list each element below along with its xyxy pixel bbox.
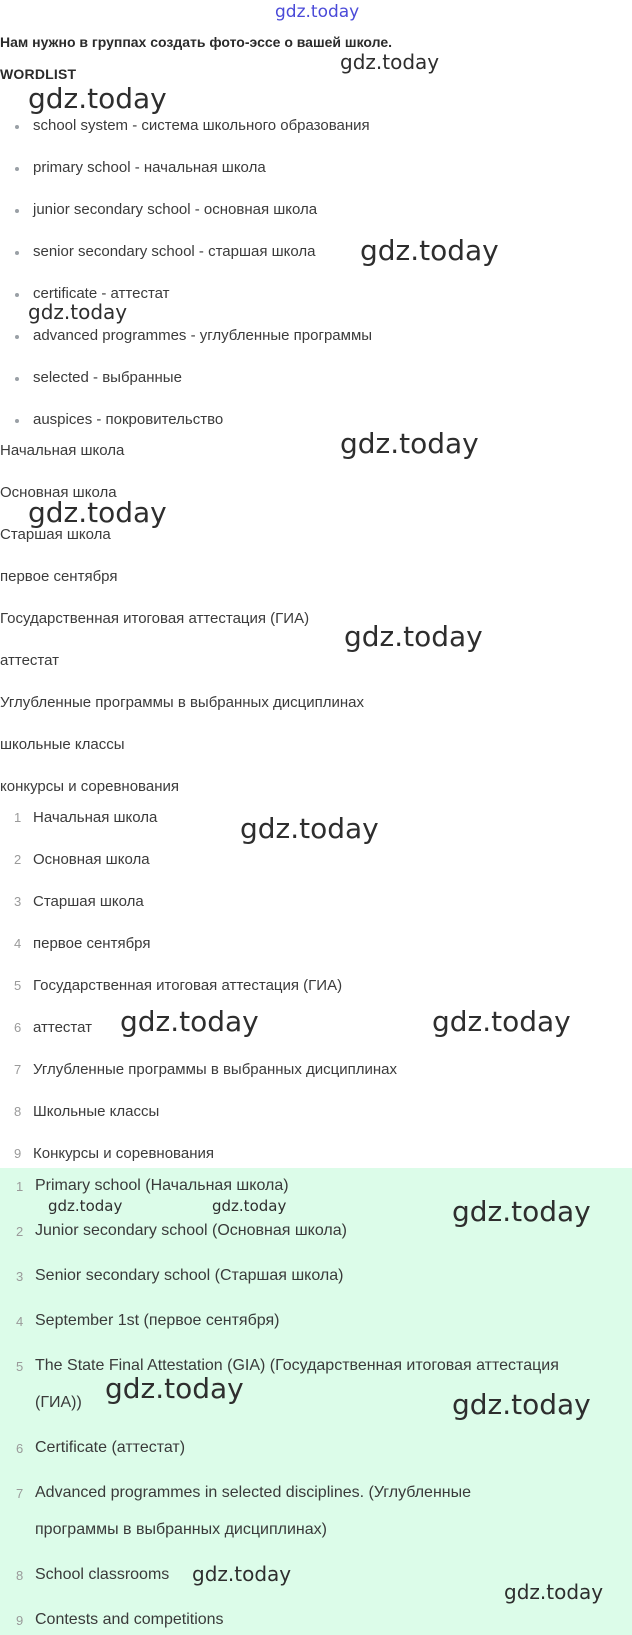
bullet-icon bbox=[15, 125, 19, 129]
answer-box: 1 Primary school (Начальная школа) 2 Junior secondary school (Основная школа) 3 Senior secondary school (Старшая школа) 4 September 1st (первое сентября) 5 The State Final Attestation (GIA) (Государственная итоговая аттестация (ГИА)) 6 Certificate (аттестат) 7 Advanced programmes in selected disciplines. (Углубленные программы в выбранных дисциплинах) 8 School classrooms 9 Contests and competitions bbox=[0, 1168, 632, 1635]
watermark: gdz.today bbox=[192, 1562, 292, 1586]
bullet-icon bbox=[15, 419, 19, 423]
watermark: gdz.today bbox=[340, 427, 479, 460]
watermark: gdz.today bbox=[452, 1195, 591, 1228]
watermark: gdz.today bbox=[340, 50, 440, 74]
watermark: gdz.today bbox=[120, 1005, 259, 1038]
watermark: gdz.today bbox=[432, 1005, 571, 1038]
bullet-icon bbox=[15, 251, 19, 255]
watermark: gdz.today bbox=[28, 496, 167, 529]
list-item: первое сентября bbox=[0, 568, 118, 585]
list-item: Старшая школа bbox=[0, 526, 111, 543]
watermark: gdz.today bbox=[28, 82, 167, 115]
watermark: gdz.today bbox=[28, 300, 128, 324]
list-item: аттестат bbox=[0, 652, 60, 669]
top-site-link[interactable]: gdz.today bbox=[275, 2, 360, 22]
watermark: gdz.today bbox=[360, 234, 499, 267]
list-item: Основная школа bbox=[0, 484, 117, 501]
bullet-icon bbox=[15, 377, 19, 381]
watermark: gdz.today bbox=[212, 1197, 287, 1215]
watermark: gdz.today bbox=[105, 1372, 244, 1405]
watermark: gdz.today bbox=[504, 1580, 604, 1604]
wordlist-heading: WORDLIST bbox=[0, 66, 77, 82]
list-item: конкурсы и соревнования bbox=[0, 778, 179, 795]
intro-text: Нам нужно в группах создать фото-эссе о вашей школе. bbox=[0, 34, 392, 50]
list-item: Углубленные программы в выбранных дисциплинах bbox=[0, 694, 364, 711]
list-item: Начальная школа bbox=[0, 442, 125, 459]
watermark: gdz.today bbox=[48, 1197, 123, 1215]
watermark: gdz.today bbox=[240, 812, 379, 845]
bullet-icon bbox=[15, 293, 19, 297]
watermark: gdz.today bbox=[344, 620, 483, 653]
list-item: Государственная итоговая аттестация (ГИА) bbox=[0, 610, 310, 627]
list-item: школьные классы bbox=[0, 736, 125, 753]
watermark: gdz.today bbox=[452, 1388, 591, 1421]
bullet-icon bbox=[15, 167, 19, 171]
bullet-icon bbox=[15, 209, 19, 213]
bullet-icon bbox=[15, 335, 19, 339]
